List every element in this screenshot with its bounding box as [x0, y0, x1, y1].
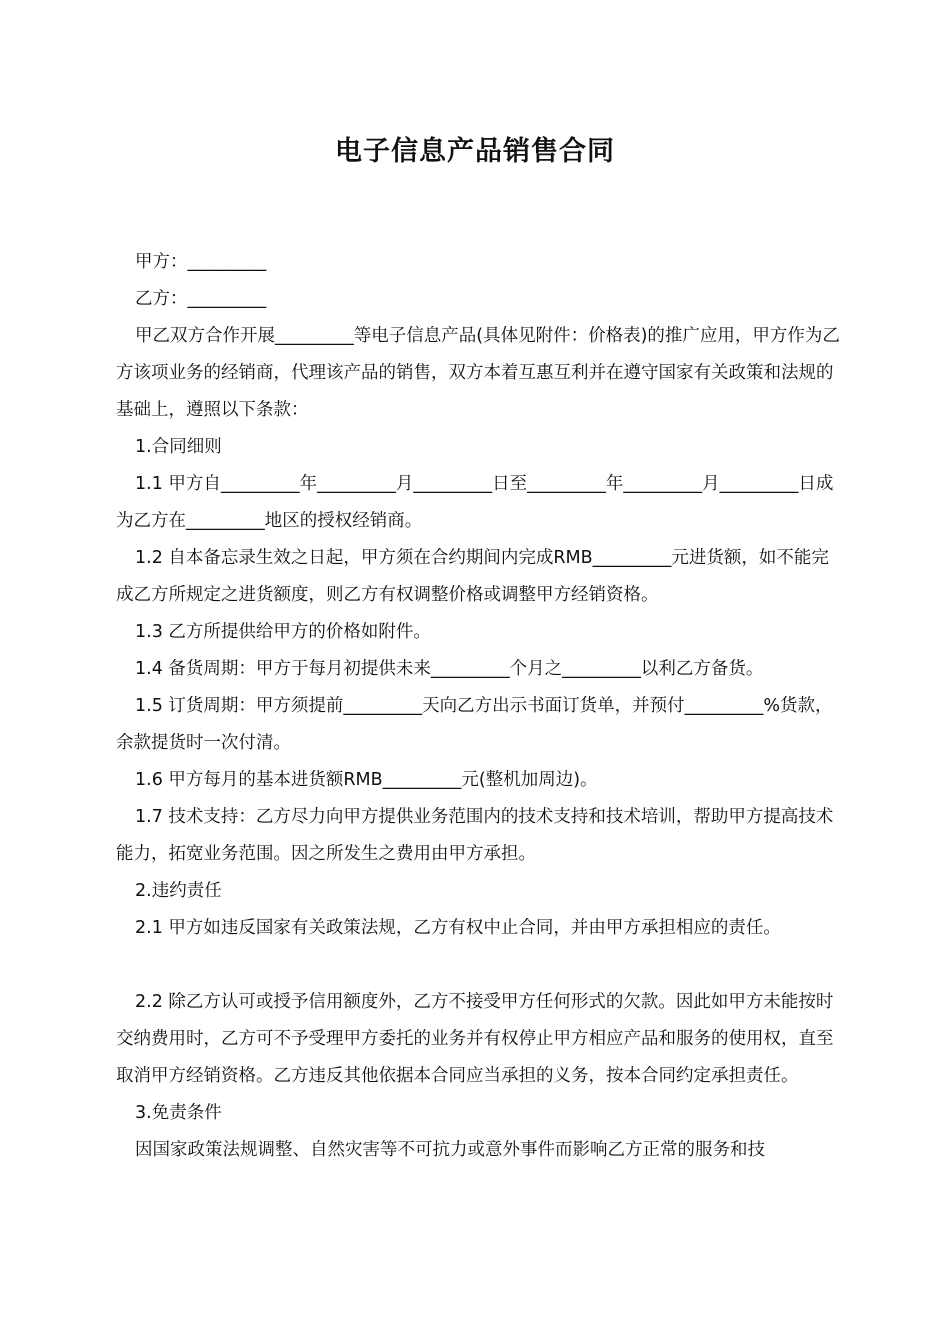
clause-1-7: 1.7 技术支持：乙方尽力向甲方提供业务范围内的技术支持和技术培训，帮助甲方提高技术能力，拓宽业务范围。因之所发生之费用由甲方承担。 [116, 807, 834, 864]
document-body [116, 244, 842, 1169]
clause-1-6: 1.6 甲方每月的基本进货额RMB_________元(整机加周边)。 [135, 770, 598, 790]
intro-paragraph: 甲乙双方合作开展_________等电子信息产品(具体见附件：价格表)的推广应用，甲方作为乙方该项业务的经销商，代理该产品的销售，双方本着互惠互利并在遵守国家有关政策和法规的基础上，遵照以下条款： [116, 326, 840, 420]
section-1-heading: 1.合同细则 [135, 437, 222, 457]
blank-line [116, 947, 842, 984]
party-b-line: 乙方：_________ [135, 289, 267, 309]
clause-1-1: 1.1 甲方自_________年_________月_________日至_________年_________月_________日成为乙方在_________地区的授权经销商。 [116, 474, 834, 531]
party-a-line: 甲方：_________ [135, 252, 267, 272]
clause-2-2: 2.2 除乙方认可或授予信用额度外，乙方不接受甲方任何形式的欠款。因此如甲方未能按时交纳费用时，乙方可不予受理甲方委托的业务并有权停止甲方相应产品和服务的使用权，直至取消甲方经销资格。乙方违反其他依据本合同应当承担的义务，按本合同约定承担责任。 [116, 992, 834, 1086]
section-3-paragraph: 因国家政策法规调整、自然灾害等不可抗力或意外事件而影响乙方正常的服务和技 [135, 1140, 765, 1160]
clause-1-3: 1.3 乙方所提供给甲方的价格如附件。 [135, 622, 431, 642]
document-title: 电子信息产品销售合同 [335, 136, 615, 167]
clause-1-5: 1.5 订货周期：甲方须提前_________天向乙方出示书面订货单，并预付_________%货款，余款提货时一次付清。 [116, 696, 833, 753]
clause-2-1: 2.1 甲方如违反国家有关政策法规，乙方有权中止合同，并由甲方承担相应的责任。 [135, 918, 781, 938]
clause-1-2: 1.2 自本备忘录生效之日起，甲方须在合约期间内完成RMB_________元进货额，如不能完成乙方所规定之进货额度，则乙方有权调整价格或调整甲方经销资格。 [116, 548, 829, 605]
section-2-heading: 2.违约责任 [135, 881, 222, 901]
section-3-heading: 3.免责条件 [135, 1103, 222, 1123]
clause-1-4: 1.4 备货周期：甲方于每月初提供未来_________个月之_________以利乙方备货。 [135, 659, 764, 679]
